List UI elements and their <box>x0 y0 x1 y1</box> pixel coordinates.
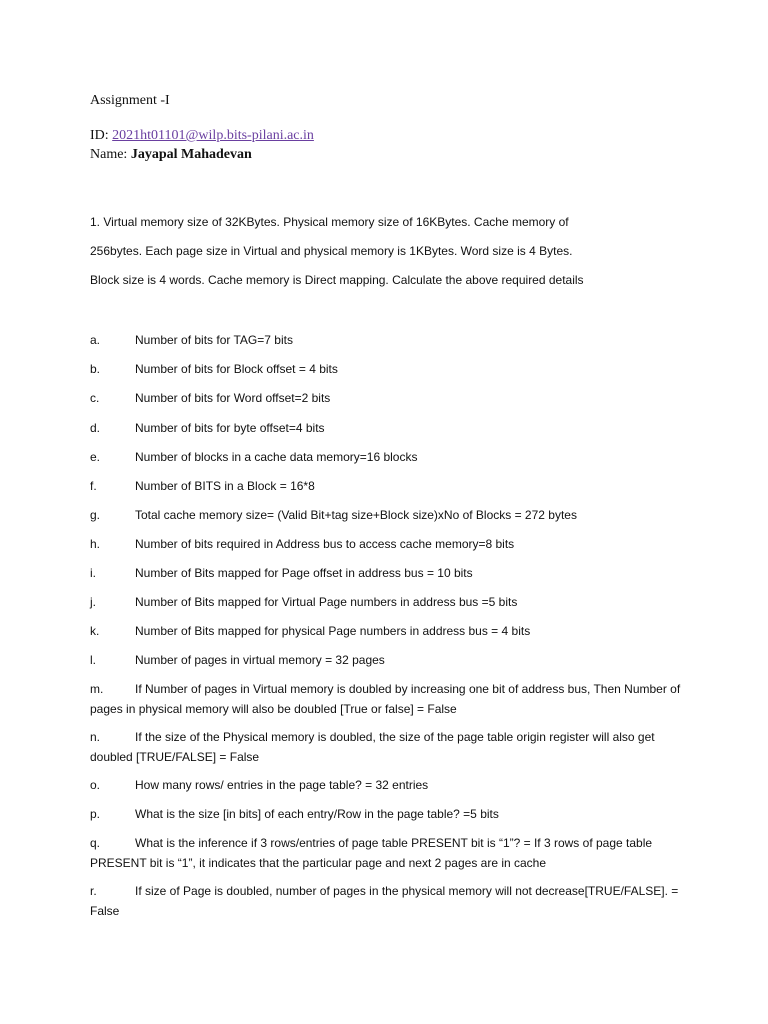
answer-item <box>90 650 700 670</box>
answer-item <box>90 388 700 408</box>
answer-text: Number of blocks in a cache data memory=16 blocks <box>135 450 418 464</box>
name-line <box>90 147 252 163</box>
answer-item <box>90 418 700 438</box>
answer-letter: j. <box>90 595 96 609</box>
question-line-3: Block size is 4 words. Cache memory is Direct mapping. Calculate the above required details <box>90 273 584 287</box>
answer-item <box>90 563 700 583</box>
id-line <box>90 128 314 144</box>
answer-item <box>90 330 700 350</box>
answer-item <box>90 727 700 767</box>
answer-letter: e. <box>90 450 101 464</box>
answer-item <box>90 804 700 824</box>
name-value: Jayapal Mahadevan <box>130 147 252 162</box>
answer-item <box>90 534 700 554</box>
answer-letter: h. <box>90 537 101 551</box>
answer-text: Number of Bits mapped for Virtual Page numbers in address bus =5 bits <box>135 595 518 609</box>
answer-letter: f. <box>90 479 97 493</box>
answer-text: Total cache memory size= (Valid Bit+tag size+Block size)xNo of Blocks = 272 bytes <box>135 508 577 522</box>
answer-text: Number of BITS in a Block = 16*8 <box>135 479 315 493</box>
answer-text: Number of Bits mapped for Page offset in address bus = 10 bits <box>135 566 473 580</box>
name-label: Name: <box>90 147 128 162</box>
answer-item <box>90 447 700 467</box>
id-email-link[interactable]: 2021ht01101@wilp.bits-pilani.ac.in <box>112 128 314 143</box>
answer-letter: m. <box>90 682 104 696</box>
answer-letter: r. <box>90 884 97 898</box>
answer-item <box>90 476 700 496</box>
answer-text: What is the inference if 3 rows/entries of page table PRESENT bit is “1”? = If 3 rows of page table PRESENT bit is “1”, it indicates that the particular page and next 2 pages are in cache <box>90 836 653 870</box>
answer-item <box>90 592 700 612</box>
answer-item <box>90 833 700 873</box>
question-line-1: 1. Virtual memory size of 32KBytes. Physical memory size of 16KBytes. Cache memory of <box>90 215 569 229</box>
answer-text: If Number of pages in Virtual memory is doubled by increasing one bit of address bus, Then Number of pages in physical memory will also be doubled [True or false] = False <box>90 682 681 716</box>
answer-letter: a. <box>90 333 101 347</box>
answer-text: Number of pages in virtual memory = 32 pages <box>135 653 385 667</box>
answer-letter: l. <box>90 653 96 667</box>
answer-text: What is the size [in bits] of each entry/Row in the page table? =5 bits <box>135 807 499 821</box>
answer-text: Number of bits for Block offset = 4 bits <box>135 362 338 376</box>
answer-letter: k. <box>90 624 100 638</box>
answer-letter: g. <box>90 508 101 522</box>
document-title: Assignment -I <box>90 93 170 108</box>
answer-letter: q. <box>90 836 101 850</box>
answer-letter: c. <box>90 391 100 405</box>
answer-item <box>90 679 700 719</box>
answer-text: Number of bits for Word offset=2 bits <box>135 391 331 405</box>
question-line-2: 256bytes. Each page size in Virtual and physical memory is 1KBytes. Word size is 4 Bytes. <box>90 244 573 258</box>
answer-text: If the size of the Physical memory is doubled, the size of the page table origin register will also get doubled [TRUE/FALSE] = False <box>90 730 655 764</box>
answer-letter: b. <box>90 362 101 376</box>
answer-item <box>90 505 700 525</box>
answer-letter: d. <box>90 421 101 435</box>
answer-letter: o. <box>90 778 101 792</box>
answer-item <box>90 775 700 795</box>
answer-item <box>90 881 700 921</box>
answer-item <box>90 359 700 379</box>
answer-letter: n. <box>90 730 101 744</box>
answer-text: Number of bits for TAG=7 bits <box>135 333 293 347</box>
answer-text: Number of bits required in Address bus to access cache memory=8 bits <box>135 537 515 551</box>
answer-text: Number of bits for byte offset=4 bits <box>135 421 325 435</box>
answer-text: How many rows/ entries in the page table? = 32 entries <box>135 778 429 792</box>
answer-text: If size of Page is doubled, number of pages in the physical memory will not decrease[TRUE/FALSE]. = False <box>90 884 679 918</box>
answer-text: Number of Bits mapped for physical Page numbers in address bus = 4 bits <box>135 624 531 638</box>
id-label: ID: <box>90 128 109 143</box>
answer-item <box>90 621 700 641</box>
answer-letter: i. <box>90 566 96 580</box>
answer-letter: p. <box>90 807 101 821</box>
